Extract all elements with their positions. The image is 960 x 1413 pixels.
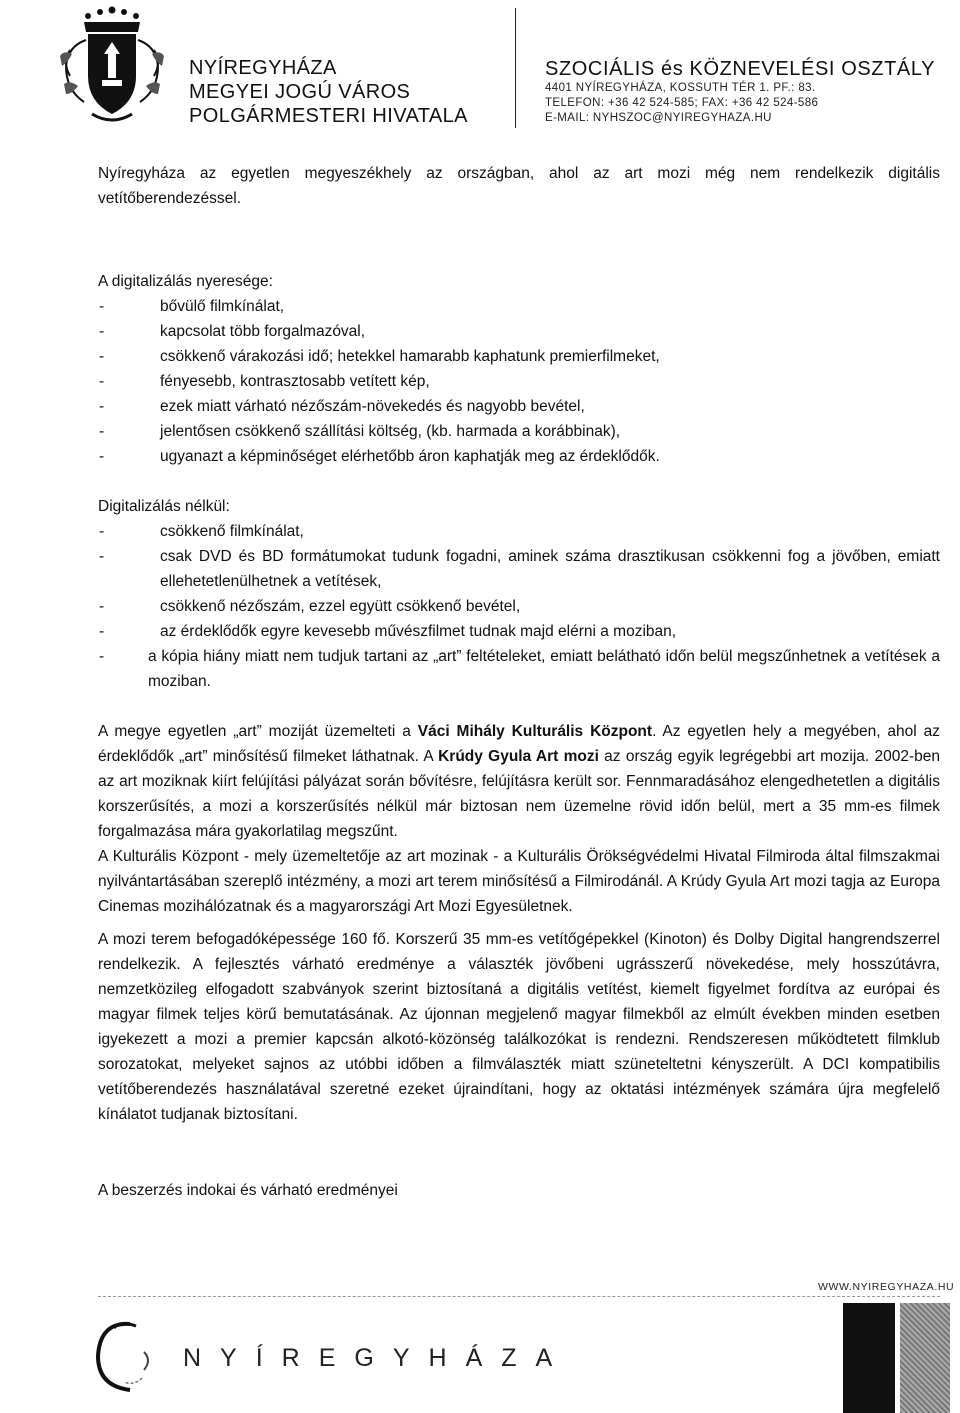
list-item: - csökkenő filmkínálat,: [99, 523, 304, 540]
department-phone: TELEFON: +36 42 524-585; FAX: +36 42 524-586: [545, 97, 819, 109]
city-coat-of-arms-logo: [58, 6, 166, 130]
list-item: - fényesebb, kontrasztosabb vetített kép,: [99, 373, 430, 390]
without-heading: Digitalizálás nélkül:: [98, 498, 230, 515]
header-divider: [515, 8, 516, 128]
intro-paragraph: Nyíregyháza az egyetlen megyeszékhely az országban, ahol az art mozi még nem rendelkezik digitális vetítőberendezéssel.: [98, 165, 940, 207]
list-item: - az érdeklődők egyre kevesebb művészfilmet tudnak majd elérni a moziban,: [99, 623, 677, 640]
without-list-last: [98, 644, 940, 694]
footer-brand: NYÍREGYHÁZA: [183, 1344, 572, 1372]
list-item: - a kópia hiány miatt nem tudjuk tartani az „art” feltételeket, emiatt belátható időn belül megszűnhetnek a vetítések a moziban.: [99, 648, 940, 690]
gains-list: [98, 294, 940, 469]
office-name-line-2: MEGYEI JOGÚ VÁROS: [189, 81, 411, 103]
gains-heading: A digitalizálás nyeresége:: [98, 273, 273, 290]
cinema-paragraph-2: A Kulturális Központ - mely üzemeltetője az art mozinak - a Kulturális Örökségvédelmi Hivatal Filmiroda által filmszakmai nyilvántartásában szereplő intézmény, a mozi art terem minősítésű a Filmirodánál. A Krúdy Gyula Art mozi tagja az Europa Cinemas mozihálózatnak és a magyarországi Art Mozi Egyesületnek.: [98, 848, 940, 915]
bold-cinema-name: Krúdy Gyula Art mozi: [438, 748, 599, 765]
cinema-paragraph: A megye egyetlen „art” moziját üzemelteti a Váci Mihály Kulturális Központ. Az egyetlen hely a megyében, ahol az érdeklődők „art” minősítésű filmeket láthatnak. A Krúdy Gyula Art mozi az ország egyik legrégebbi art mozija. 2002-ben az art moziknak kiírt felújítási pályázat során bővítésre, felújításra került sor. Fennmaradásához elengedhetetlen a digitális korszerűsítés, a mozi a korszerűsítés nélkül már biztosan nem üzemelne rövid időn belül, mert a 35 mm-es filmek forgalmazása mára gyakorlatilag megszűnt.: [98, 723, 940, 840]
list-item: - jelentősen csökkenő szállítási költség, (kb. harmada a korábbinak),: [99, 423, 621, 440]
department-address: 4401 NYÍREGYHÁZA, KOSSUTH TÉR 1. PF.: 83.: [545, 82, 816, 94]
list-item: - csökkenő nézőszám, ezzel együtt csökkenő bevétel,: [99, 598, 521, 615]
footer-dark-block: [843, 1303, 895, 1413]
list-item: - csak DVD és BD formátumokat tudunk fogadni, aminek száma drasztikusan csökkenni fog a jövőben, emiatt ellehetetlenülhetnek a vetítések,: [99, 548, 940, 590]
footer-logo-icon: [86, 1316, 166, 1396]
capacity-paragraph: A mozi terem befogadóképessége 160 fő. Korszerű 35 mm-es vetítőgépekkel (Kinoton) és Dolby Digital hangrendszerrel rendelkezik. A fejlesztés várható eredménye a választék jövőbeni ugrásszerű növekedése, mely hosszútávra, nemzetközileg elfogadott szabványok szerint biztosítaná a digitális vetítést, kiemelt figyelmet fordítva az európai és magyar filmek teljes körű bemutatásának. Az újonnan megjelenő magyar filmekből az elmúlt években minden esetben igyekezett a mozi a premier kapcsán alkotó-közönség találkozókat is rendezni. Rendszeresen működtetett filmklub sorozatokat, melyeket sajnos az utóbbi időben a filmválaszték miatt szüneteltetni kényszerült. A DCI kompatibilis vetítőberendezés használatával szeretné ezeket újraindítani, hogy az oktatási intézmények számára újra megfelelő kínálatot tudjanak biztosítani.: [98, 931, 940, 1123]
without-list: [98, 519, 940, 644]
footer-texture-block: [900, 1303, 950, 1413]
document-body: [98, 161, 940, 1203]
section-heading: A beszerzés indokai és várható eredményei: [98, 1182, 398, 1199]
office-name-line-3: POLGÁRMESTERI HIVATALA: [189, 105, 468, 127]
department-email: E-MAIL: NYHSZOC@NYIREGYHAZA.HU: [545, 112, 772, 124]
footer-divider: [98, 1296, 940, 1297]
list-item: - kapcsolat több forgalmazóval,: [99, 323, 366, 340]
footer-url: WWW.NYIREGYHAZA.HU: [818, 1281, 955, 1293]
office-name: [189, 56, 468, 128]
department-contact: [545, 57, 935, 126]
department-name: SZOCIÁLIS és KÖZNEVELÉSI OSZTÁLY: [545, 58, 936, 80]
list-item: - ugyanazt a képminőséget elérhetőbb áron kaphatják meg az érdeklődők.: [99, 448, 660, 465]
list-item: - csökkenő várakozási idő; hetekkel hamarabb kaphatunk premierfilmeket,: [99, 348, 660, 365]
office-name-line-1: NYÍREGYHÁZA: [189, 57, 337, 79]
bold-organization: Váci Mihály Kulturális Központ: [417, 723, 653, 740]
list-item: - ezek miatt várható nézőszám-növekedés és nagyobb bevétel,: [99, 398, 585, 415]
list-item: - bővülő filmkínálat,: [99, 298, 285, 315]
